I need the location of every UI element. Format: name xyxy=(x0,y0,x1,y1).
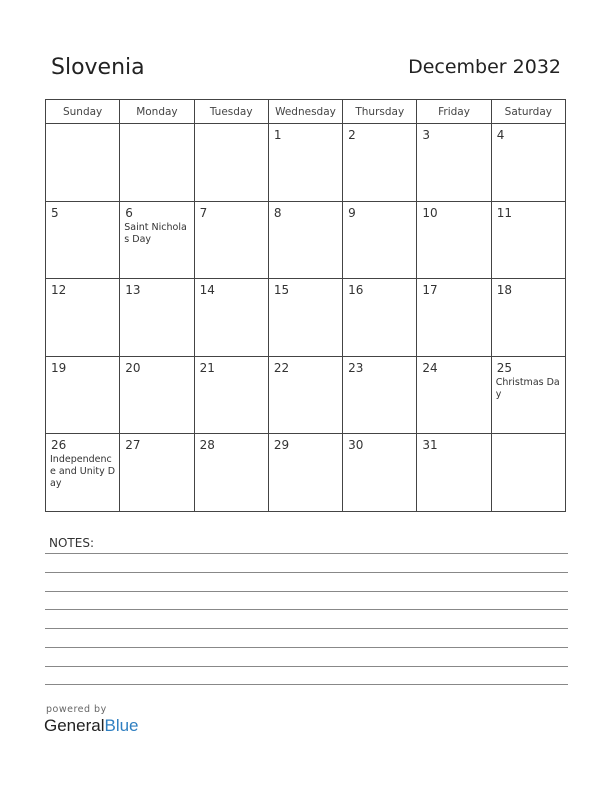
week-row xyxy=(46,356,566,434)
notes-line xyxy=(45,647,568,648)
day-cell xyxy=(120,434,194,512)
day-number: 21 xyxy=(199,360,215,375)
day-cell xyxy=(343,434,417,512)
notes-line xyxy=(45,591,568,592)
day-cell xyxy=(194,124,268,202)
day-cell xyxy=(46,434,120,512)
day-number: 4 xyxy=(496,128,505,142)
day-number: 22 xyxy=(273,360,290,375)
weekday-monday: Monday xyxy=(120,100,194,124)
day-number: 14 xyxy=(199,283,215,298)
day-number: 2 xyxy=(348,128,356,142)
holiday-label: Saint Nicholas Day xyxy=(124,221,187,245)
notes-line xyxy=(45,572,568,573)
day-cell xyxy=(417,279,491,357)
weekday-wednesday: Wednesday xyxy=(268,100,342,124)
day-cell xyxy=(491,434,565,512)
day-number: 5 xyxy=(51,205,59,220)
day-cell xyxy=(491,124,565,202)
day-cell xyxy=(343,356,417,434)
brand-logo xyxy=(44,716,139,736)
day-cell xyxy=(417,201,491,279)
day-number: 31 xyxy=(422,438,438,453)
week-row xyxy=(46,279,566,357)
day-number: 17 xyxy=(422,283,438,298)
day-number: 24 xyxy=(422,360,438,375)
week-row xyxy=(46,201,566,279)
day-number: 30 xyxy=(348,438,364,453)
day-cell xyxy=(194,434,268,512)
brand-logo-general: General xyxy=(44,716,105,735)
notes-line xyxy=(45,628,568,629)
day-number: 25 xyxy=(496,360,512,375)
country-title: Slovenia xyxy=(51,55,145,80)
day-cell xyxy=(120,124,194,202)
week-row xyxy=(46,434,566,512)
weekday-thursday: Thursday xyxy=(343,100,417,124)
day-cell xyxy=(417,356,491,434)
day-number: 27 xyxy=(125,438,141,453)
notes-label: NOTES: xyxy=(49,536,94,550)
weekday-sunday: Sunday xyxy=(46,100,120,124)
day-number: 28 xyxy=(199,438,215,453)
day-number: 7 xyxy=(199,205,208,220)
day-number: 6 xyxy=(125,205,133,220)
notes-line xyxy=(45,666,568,667)
day-number: 18 xyxy=(496,283,512,298)
day-cell xyxy=(268,124,342,202)
weekday-header-row xyxy=(46,100,566,124)
day-cell xyxy=(491,279,565,357)
day-cell xyxy=(343,124,417,202)
day-cell xyxy=(343,279,417,357)
day-cell xyxy=(46,279,120,357)
day-cell xyxy=(268,356,342,434)
calendar-grid xyxy=(45,99,566,512)
day-number: 9 xyxy=(348,205,356,220)
day-cell xyxy=(268,434,342,512)
day-cell xyxy=(194,356,268,434)
day-number: 23 xyxy=(348,360,364,375)
month-year-title: December 2032 xyxy=(408,56,561,78)
day-cell xyxy=(268,201,342,279)
notes-line xyxy=(45,553,568,554)
day-cell xyxy=(343,201,417,279)
day-cell xyxy=(46,201,120,279)
day-cell xyxy=(120,356,194,434)
day-number: 26 xyxy=(51,438,67,453)
day-number: 8 xyxy=(273,205,282,220)
day-cell xyxy=(268,279,342,357)
day-number: 1 xyxy=(273,128,282,142)
day-cell xyxy=(417,124,491,202)
brand-logo-blue: Blue xyxy=(104,716,139,735)
day-cell xyxy=(46,124,120,202)
day-cell xyxy=(194,201,268,279)
day-cell xyxy=(491,201,565,279)
holiday-label: Independence and Unity Day xyxy=(50,454,116,490)
day-number: 13 xyxy=(125,283,141,298)
weekday-tuesday: Tuesday xyxy=(194,100,268,124)
notes-line xyxy=(45,684,568,685)
day-number: 3 xyxy=(422,128,431,142)
weekday-saturday: Saturday xyxy=(491,100,565,124)
notes-line xyxy=(45,609,568,610)
day-cell xyxy=(491,356,565,434)
day-number: 19 xyxy=(51,360,67,375)
day-number: 10 xyxy=(422,205,438,220)
day-cell xyxy=(194,279,268,357)
day-number: 12 xyxy=(51,283,67,298)
day-number: 15 xyxy=(273,283,290,298)
holiday-label: Christmas Day xyxy=(495,376,560,400)
day-cell xyxy=(120,279,194,357)
weekday-friday: Friday xyxy=(417,100,491,124)
day-cell xyxy=(417,434,491,512)
day-number: 16 xyxy=(348,283,364,298)
powered-by-text: powered by xyxy=(46,704,107,715)
day-cell xyxy=(46,356,120,434)
day-number: 11 xyxy=(496,205,512,220)
day-number: 29 xyxy=(273,438,290,453)
day-number: 20 xyxy=(125,360,141,375)
day-cell xyxy=(120,201,194,279)
week-row xyxy=(46,124,566,202)
